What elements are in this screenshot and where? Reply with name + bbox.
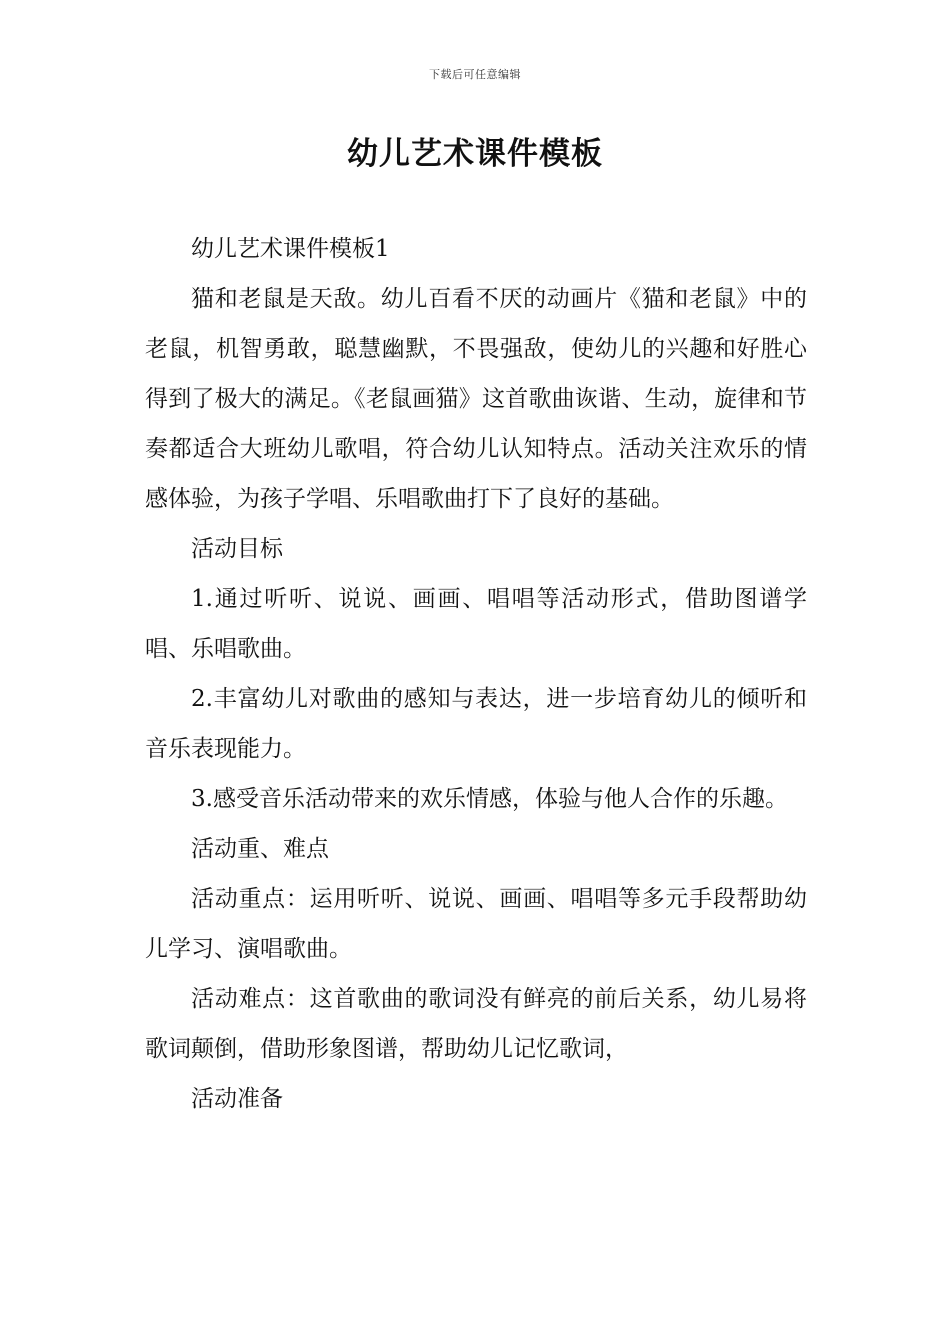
section-heading-key-points: 活动重、难点 (191, 836, 329, 862)
section-heading-template-1: 幼儿艺术课件模板1 (191, 236, 390, 262)
goal-item-1: 1.通过听听、说说、画画、唱唱等活动形式，借助图谱学唱、乐唱歌曲。 (145, 586, 807, 662)
intro-paragraph: 猫和老鼠是天敌。幼儿百看不厌的动画片《猫和老鼠》中的老鼠，机智勇敢，聪慧幽默，不畏强敌，使幼儿的兴趣和好胜心得到了极大的满足。《老鼠画猫》这首歌曲诙谐、生动，旋律和节奏都适合大班幼儿歌唱，符合幼儿认知特点。活动关注欢乐的情感体验，为孩子学唱、乐唱歌曲打下了良好的基础。 (145, 286, 807, 512)
header-note: 下载后可任意编辑 (429, 68, 521, 81)
document-title: 幼儿艺术课件模板 (347, 136, 603, 172)
section-heading-preparation: 活动准备 (191, 1086, 283, 1112)
key-point-paragraph: 活动重点：运用听听、说说、画画、唱唱等多元手段帮助幼儿学习、演唱歌曲。 (145, 886, 807, 962)
difficulty-paragraph: 活动难点：这首歌曲的歌词没有鲜亮的前后关系，幼儿易将歌词颠倒，借助形象图谱，帮助幼儿记忆歌词， (145, 986, 807, 1062)
goal-item-3: 3.感受音乐活动带来的欢乐情感，体验与他人合作的乐趣。 (191, 786, 788, 812)
goal-item-2: 2.丰富幼儿对歌曲的感知与表达，进一步培育幼儿的倾听和音乐表现能力。 (145, 686, 807, 762)
section-heading-goals: 活动目标 (191, 536, 283, 562)
document-body (145, 224, 807, 1124)
